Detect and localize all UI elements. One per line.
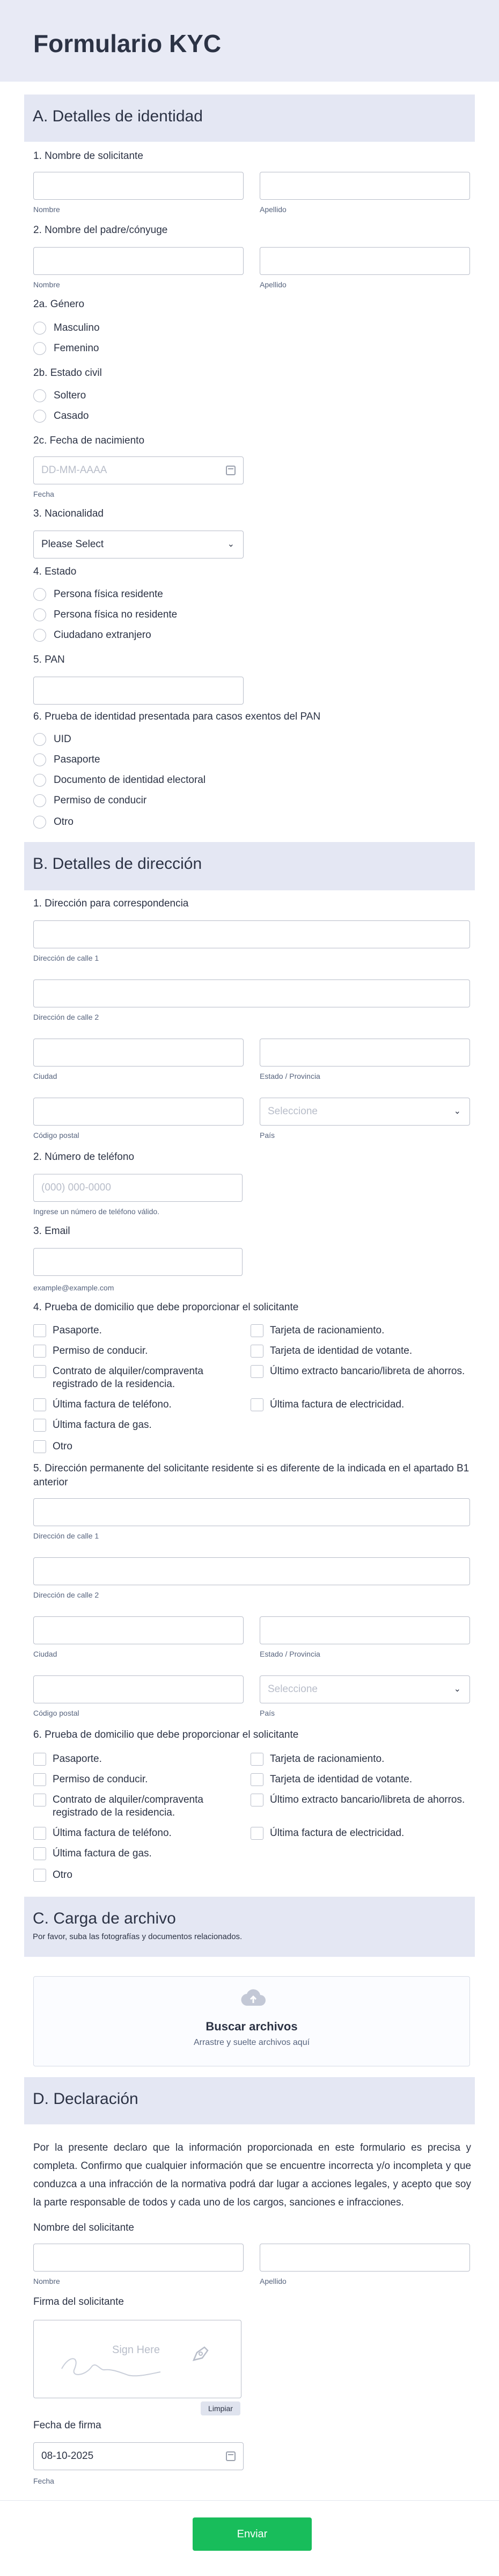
father-last-name-sublabel: Apellido: [260, 280, 287, 289]
signature-pad[interactable]: [33, 2320, 241, 2398]
calendar-icon[interactable]: [226, 2451, 236, 2461]
checkbox-label: Permiso de conducir.: [53, 1774, 148, 1785]
gender-option-label: Femenino: [54, 343, 99, 354]
section-a-header: [24, 95, 475, 142]
radio-circle[interactable]: [33, 753, 46, 766]
checkbox[interactable]: [33, 1365, 46, 1378]
phone-placeholder: (000) 000-0000: [41, 1182, 111, 1193]
upload-subtitle: Arrastre y suelte archivos aquí: [193, 2038, 310, 2047]
proof2-checkbox-ration-card[interactable]: [251, 1753, 471, 1766]
phone-input[interactable]: [33, 1174, 243, 1202]
perm-street2-sublabel: Dirección de calle 2: [33, 1591, 99, 1599]
id-proof-option-uid[interactable]: [33, 732, 71, 746]
checkbox-label: Tarjeta de identidad de votante.: [270, 1345, 413, 1356]
proof2-checkbox-phone-bill[interactable]: [33, 1827, 248, 1840]
sign-date-value: 08-10-2025: [41, 2450, 94, 2462]
street1-input[interactable]: [33, 920, 470, 948]
proof-checkbox-ration-card[interactable]: [251, 1324, 471, 1337]
clear-signature-button[interactable]: Limpiar: [201, 2401, 240, 2415]
declaration-text: Por la presente declaro que la información proporcionada en este formulario es precisa y completa. Confirmo que cualquier información que se encuentre incorrecta y/o incompleta y que conduzca a una infracción de la normativa podrá dar lugar a acciones legales, y acepto que soy la parte responsable de todos y cada uno de los cargos, sanciones e infracciones.: [33, 2142, 471, 2208]
city-sublabel: Ciudad: [33, 1072, 57, 1080]
chevron-down-icon: ⌄: [227, 540, 234, 549]
country-placeholder: Seleccione: [268, 1684, 318, 1695]
gender-option-label: Masculino: [54, 322, 100, 333]
status-option-label: Persona física residente: [54, 589, 163, 600]
status-option-label: Persona física no residente: [54, 609, 178, 620]
proof-checkbox-lease[interactable]: [33, 1365, 248, 1391]
perm-postal-input[interactable]: [33, 1675, 244, 1703]
checkbox-label: Último extracto bancario/libreta de ahorros.: [270, 1366, 465, 1377]
marital-option-label: Casado: [54, 410, 89, 422]
id-proof-option-label: Documento de identidad electoral: [54, 774, 206, 786]
chevron-down-icon: ⌄: [453, 1685, 461, 1694]
gender-option-female[interactable]: [33, 342, 99, 355]
radio-circle[interactable]: [33, 389, 46, 402]
checkbox[interactable]: [251, 1794, 263, 1806]
section-c-header: [24, 1897, 475, 1957]
checkbox-label: Última factura de gas.: [53, 1419, 152, 1431]
pan-label: 5. PAN: [33, 654, 65, 665]
perm-country-select[interactable]: [260, 1675, 470, 1703]
radio-circle[interactable]: [33, 733, 46, 746]
applicant-name-label: 1. Nombre de solicitante: [33, 150, 143, 162]
proof2-checkbox-electric-bill[interactable]: [251, 1827, 471, 1840]
status-label: 4. Estado: [33, 566, 77, 577]
id-proof-option-license[interactable]: [33, 794, 146, 808]
dob-placeholder: DD-MM-AAAA: [41, 465, 107, 476]
marital-option-married[interactable]: [33, 409, 89, 423]
dob-label: 2c. Fecha de nacimiento: [33, 435, 145, 446]
upload-title: Buscar archivos: [206, 2020, 298, 2033]
status-option-foreign[interactable]: [33, 628, 151, 642]
calendar-icon[interactable]: [226, 466, 236, 475]
proof2-checkbox-license[interactable]: [33, 1773, 248, 1786]
signature-placeholder: Sign Here: [112, 2344, 160, 2356]
checkbox[interactable]: [251, 1753, 263, 1766]
checkbox[interactable]: [251, 1324, 263, 1337]
father-first-name-input[interactable]: [33, 247, 244, 275]
phone-label: 2. Número de teléfono: [33, 1151, 135, 1163]
phone-sublabel: Ingrese un número de teléfono válido.: [33, 1207, 160, 1216]
id-proof-option-label: Permiso de conducir: [54, 795, 147, 806]
sign-date-label: Fecha de firma: [33, 2420, 101, 2431]
perm-street1-sublabel: Dirección de calle 1: [33, 1532, 99, 1540]
footer-divider: [0, 2500, 499, 2501]
radio-circle[interactable]: [33, 322, 46, 335]
postal-input[interactable]: [33, 1098, 244, 1126]
country-sublabel: País: [260, 1131, 275, 1140]
proof-checkbox-voter-id[interactable]: [251, 1345, 471, 1358]
applicant-first-name-input[interactable]: [33, 172, 244, 200]
checkbox[interactable]: [251, 1398, 263, 1411]
chevron-down-icon: ⌄: [453, 1107, 461, 1116]
checkbox[interactable]: [33, 1419, 46, 1432]
applicant-last-name-input[interactable]: [260, 172, 470, 200]
signer-last-name-sublabel: Apellido: [260, 2277, 287, 2285]
checkbox-label: Última factura de electricidad.: [270, 1827, 405, 1839]
proof2-checkbox-other[interactable]: [33, 1869, 248, 1882]
proof-checkbox-other[interactable]: [33, 1440, 248, 1453]
checkbox-label: Tarjeta de racionamiento.: [270, 1325, 385, 1336]
perm-street1-input[interactable]: [33, 1498, 470, 1526]
sign-date-sublabel: Fecha: [33, 2477, 54, 2485]
checkbox[interactable]: [33, 1345, 46, 1358]
dob-sublabel: Fecha: [33, 490, 54, 498]
perm-city-sublabel: Ciudad: [33, 1650, 57, 1658]
signer-first-name-input[interactable]: [33, 2244, 244, 2272]
checkbox-label: Tarjeta de identidad de votante.: [270, 1774, 413, 1785]
father-spouse-name-label: 2. Nombre del padre/cónyuge: [33, 224, 168, 236]
checkbox[interactable]: [251, 1827, 263, 1840]
checkbox[interactable]: [33, 1398, 46, 1411]
state-sublabel: Estado / Provincia: [260, 1072, 320, 1080]
proof-checkbox-bank-statement[interactable]: [251, 1365, 471, 1378]
street2-input[interactable]: [33, 979, 470, 1007]
dob-input[interactable]: [33, 456, 244, 484]
email-label: 3. Email: [33, 1225, 70, 1237]
postal-sublabel: Código postal: [33, 1131, 79, 1140]
radio-circle[interactable]: [33, 410, 46, 423]
nationality-value: Please Select: [41, 539, 104, 550]
checkbox[interactable]: [251, 1365, 263, 1378]
file-upload-dropzone[interactable]: [33, 1976, 470, 2066]
street1-sublabel: Dirección de calle 1: [33, 954, 99, 962]
father-first-name-sublabel: Nombre: [33, 280, 60, 289]
checkbox-label: Última factura de electricidad.: [270, 1399, 405, 1410]
section-d-title: D. Declaración: [33, 2090, 138, 2108]
proof2-checkbox-passport[interactable]: [33, 1753, 248, 1766]
address-proof-label: 4. Prueba de domicilio que debe proporcionar el solicitante: [33, 1302, 299, 1313]
section-d-header: [24, 2077, 475, 2124]
radio-circle[interactable]: [33, 774, 46, 787]
checkbox-label: Contrato de alquiler/compraventa registrado de la residencia.: [53, 1366, 203, 1390]
checkbox-label: Contrato de alquiler/compraventa registrado de la residencia.: [53, 1794, 203, 1818]
checkbox[interactable]: [33, 1440, 46, 1453]
sign-date-input[interactable]: [33, 2442, 244, 2470]
country-placeholder: Seleccione: [268, 1106, 318, 1117]
id-proof-option-label: Otro: [54, 816, 74, 828]
section-c-subtitle: Por favor, suba las fotografías y documentos relacionados.: [33, 1932, 243, 1941]
applicant-last-name-sublabel: Apellido: [260, 205, 287, 214]
section-b-title: B. Detalles de dirección: [33, 855, 202, 873]
permanent-address-label: 5. Dirección permanente del solicitante residente si es diferente de la indicada en el apartado B1 anterior: [33, 1463, 469, 1488]
checkbox[interactable]: [33, 1847, 46, 1860]
checkbox-label: Última factura de teléfono.: [53, 1399, 172, 1410]
checkbox-label: Pasaporte.: [53, 1325, 102, 1336]
perm-city-input[interactable]: [33, 1616, 244, 1644]
checkbox[interactable]: [33, 1794, 46, 1806]
email-sublabel: example@example.com: [33, 1283, 114, 1292]
section-c-title: C. Carga de archivo: [33, 1910, 176, 1927]
checkbox[interactable]: [33, 1869, 46, 1882]
perm-state-sublabel: Estado / Provincia: [260, 1650, 320, 1658]
checkbox[interactable]: [33, 1753, 46, 1766]
proof2-checkbox-voter-id[interactable]: [251, 1773, 471, 1786]
checkbox-label: Otro: [53, 1869, 72, 1881]
section-b-header: [24, 842, 475, 890]
radio-circle[interactable]: [33, 588, 46, 601]
radio-circle[interactable]: [33, 816, 46, 829]
signer-first-name-sublabel: Nombre: [33, 2277, 60, 2285]
proof-checkbox-electric-bill[interactable]: [251, 1398, 471, 1411]
marital-option-single[interactable]: [33, 389, 86, 403]
nationality-label: 3. Nacionalidad: [33, 508, 104, 519]
radio-circle[interactable]: [33, 794, 46, 807]
checkbox-label: Última factura de teléfono.: [53, 1827, 172, 1839]
checkbox-label: Pasaporte.: [53, 1753, 102, 1765]
form-header: [0, 0, 499, 82]
perm-postal-sublabel: Código postal: [33, 1709, 79, 1717]
form-title: Formulario KYC: [33, 30, 222, 57]
correspondence-address-label: 1. Dirección para correspondencia: [33, 898, 189, 909]
radio-circle[interactable]: [33, 342, 46, 355]
id-proof-option-passport[interactable]: [33, 753, 100, 767]
submit-button[interactable]: Enviar: [193, 2517, 312, 2551]
cloud-upload-icon: [241, 1989, 266, 2007]
checkbox-label: Tarjeta de racionamiento.: [270, 1753, 385, 1765]
radio-circle[interactable]: [33, 629, 46, 642]
state-input[interactable]: [260, 1039, 470, 1066]
checkbox[interactable]: [33, 1827, 46, 1840]
nationality-select[interactable]: [33, 531, 244, 558]
signature-label: Firma del solicitante: [33, 2296, 124, 2307]
gender-option-male[interactable]: [33, 321, 100, 335]
proof-checkbox-gas-bill[interactable]: [33, 1419, 248, 1432]
perm-street2-input[interactable]: [33, 1557, 470, 1585]
street2-sublabel: Dirección de calle 2: [33, 1013, 99, 1021]
id-proof-option-label: Pasaporte: [54, 754, 100, 765]
id-proof-option-other[interactable]: [33, 815, 74, 829]
marital-status-label: 2b. Estado civil: [33, 367, 102, 379]
proof-checkbox-phone-bill[interactable]: [33, 1398, 248, 1411]
checkbox-label: Permiso de conducir.: [53, 1345, 148, 1356]
gender-label: 2a. Género: [33, 299, 85, 310]
checkbox[interactable]: [251, 1773, 263, 1786]
pan-input[interactable]: [33, 677, 244, 705]
perm-state-input[interactable]: [260, 1616, 470, 1644]
proof2-checkbox-bank-statement[interactable]: [251, 1794, 471, 1806]
father-last-name-input[interactable]: [260, 247, 470, 275]
proof2-checkbox-lease[interactable]: [33, 1794, 248, 1819]
id-proof-option-voter[interactable]: [33, 773, 206, 787]
proof-checkbox-passport[interactable]: [33, 1324, 248, 1337]
status-option-resident[interactable]: [33, 587, 163, 601]
checkbox-label: Último extracto bancario/libreta de ahorros.: [270, 1794, 465, 1805]
marital-option-label: Soltero: [54, 390, 86, 401]
applicant-first-name-sublabel: Nombre: [33, 205, 60, 214]
status-option-label: Ciudadano extranjero: [54, 629, 151, 641]
city-input[interactable]: [33, 1039, 244, 1066]
pen-icon: [189, 2343, 211, 2364]
email-input[interactable]: [33, 1248, 243, 1276]
proof2-checkbox-gas-bill[interactable]: [33, 1847, 248, 1860]
country-select[interactable]: [260, 1098, 470, 1126]
status-option-nonresident[interactable]: [33, 608, 177, 622]
perm-country-sublabel: País: [260, 1709, 275, 1717]
address-proof2-label: 6. Prueba de domicilio que debe proporcionar el solicitante: [33, 1729, 299, 1740]
checkbox-label: Otro: [53, 1441, 72, 1452]
radio-circle[interactable]: [33, 608, 46, 621]
checkbox-label: Última factura de gas.: [53, 1848, 152, 1859]
section-a-title: A. Detalles de identidad: [33, 107, 203, 125]
signer-name-label: Nombre del solicitante: [33, 2222, 134, 2233]
id-proof-label: 6. Prueba de identidad presentada para casos exentos del PAN: [33, 711, 321, 722]
signer-last-name-input[interactable]: [260, 2244, 470, 2272]
id-proof-option-label: UID: [54, 734, 71, 745]
proof-checkbox-license[interactable]: [33, 1345, 248, 1358]
checkbox[interactable]: [33, 1773, 46, 1786]
checkbox[interactable]: [33, 1324, 46, 1337]
checkbox[interactable]: [251, 1345, 263, 1358]
